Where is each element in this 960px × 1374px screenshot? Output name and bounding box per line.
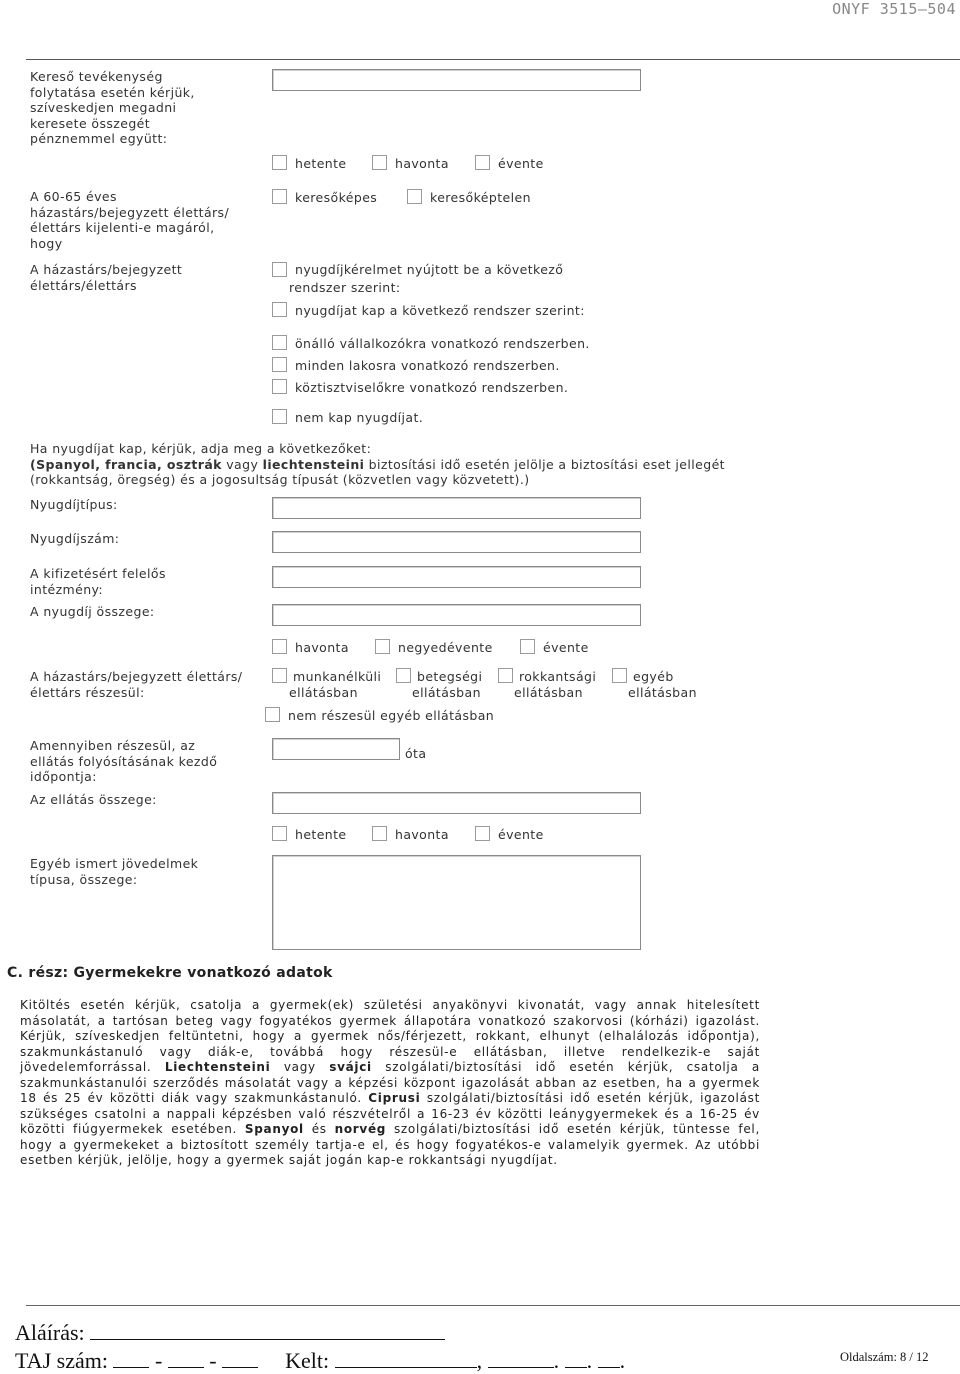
earnings-monthly-checkbox[interactable] <box>372 155 387 170</box>
pension-quarterly-label: negyedévente <box>398 640 493 655</box>
benefit-disability-checkbox[interactable] <box>498 668 513 683</box>
pension-intro-line1: Ha nyugdíjat kap, kérjük, adja meg a következőket: <box>30 441 372 456</box>
taj-label: TAJ szám: <box>15 1348 108 1373</box>
kelt-month[interactable] <box>565 1349 587 1368</box>
system-residents-checkbox[interactable] <box>272 357 287 372</box>
benefit-other-line2: ellátásban <box>628 685 697 700</box>
benefit-unemployment-line1: munkanélküli <box>293 669 382 684</box>
kelt-day[interactable] <box>598 1349 620 1368</box>
pension-number-field[interactable] <box>272 531 641 553</box>
benefit-sickness-line1: betegségi <box>417 669 483 684</box>
other-income-label: Egyéb ismert jövedelmek típusa, összege: <box>30 856 199 887</box>
unable-label: keresőképtelen <box>430 190 531 205</box>
pension-intro-bold1: (Spanyol, francia, osztrák <box>30 456 222 472</box>
earnings-yearly-checkbox[interactable] <box>475 155 490 170</box>
benefits-label: A házastárs/bejegyzett élettárs/élettárs részesül: <box>30 669 243 700</box>
signature-line[interactable] <box>90 1321 445 1340</box>
benefit-amount-field[interactable] <box>272 792 641 814</box>
pension-number-label: Nyugdíjszám: <box>30 531 120 546</box>
benefit-none-checkbox[interactable] <box>265 707 280 722</box>
pension-claim-label-1: nyugdíjkérelmet nyújtott be a következő <box>295 262 564 277</box>
benefit-weekly-checkbox[interactable] <box>272 826 287 841</box>
benefit-yearly-checkbox[interactable] <box>475 826 490 841</box>
signature-row <box>15 1320 445 1346</box>
pension-monthly-checkbox[interactable] <box>272 639 287 654</box>
pension-yearly-label: évente <box>543 640 589 655</box>
other-income-field[interactable] <box>272 855 641 950</box>
pension-quarterly-checkbox[interactable] <box>375 639 390 654</box>
footer-rule <box>26 1305 960 1306</box>
earnings-yearly-label: évente <box>498 156 544 171</box>
pension-type-label: Nyugdíjtípus: <box>30 497 118 512</box>
benefit-since-field[interactable] <box>272 738 400 760</box>
pension-intro-rest: biztosítási idő esetén jelölje a biztosítási eset jellegét <box>364 456 725 472</box>
benefit-monthly-label: havonta <box>395 827 449 842</box>
benefit-unemployment-line2: ellátásban <box>289 685 358 700</box>
form-code: ONYF 3515–504 <box>832 0 956 18</box>
benefit-none-label: nem részesül egyéb ellátásban <box>288 708 495 723</box>
benefit-sickness-line2: ellátásban <box>412 685 481 700</box>
taj-part2[interactable] <box>168 1349 204 1368</box>
earnings-label: Kereső tevékenység folytatása esetén kérjük, szíveskedjen megadni keresete összegét pénznemmel együtt: <box>30 69 195 146</box>
pension-intro-bold2: liechtensteini <box>262 456 365 472</box>
benefit-unemployment-checkbox[interactable] <box>272 668 287 683</box>
section-c-instructions: Kitöltés esetén kérjük, csatolja a gyermek(ek) születési anyakönyvi kivonatát, vagy annak hitelesített másolatát, a tartósan beteg vagy fogyatékos gyermek állapotára vonatkozó szakorvosi (kórházi) igazolást. Kérjük, szíveskedjen feltüntetni, hogy a gyermek nős/férjezett, rokkant, elhunyt (elhalálozás időpontja), szakmunkástanuló vagy diák-e, továbbá hogy részesül-e ellátásban, illetve rendelkezik-e saját jövedelemforrással. Liechtensteini vagy svájci szolgálati/biztosítási idő esetén kérjük, csatolja a szakmunkástanulói szerződés másolatát vagy a képzési központ igazolását abban az esetben, ha a gyermek 18 és 25 év közötti diák vagy szakmunkástanuló. Ciprusi szolgálati/biztosítási idő esetén kérjük, igazolást szükséges csatolni a nappali képzésben való részvételről a 16-23 év közötti leánygyermekek és a 16-25 év közötti fiúgyermekek esetében. Spanyol és norvég szolgálati/biztosítási idő esetén kérjük, tüntesse fel, hogy a gyermekeket a biztosított személy tartja-e el, és hogy fogyatékos-e valamelyik gyermek. Az utóbbi esetben kérjük, jelölje, hogy a gyermek saját jogán kap-e rokkantsági nyugdíjat. <box>20 998 760 1167</box>
pension-receives-label: nyugdíjat kap a következő rendszer szerint: <box>295 303 585 318</box>
system-selfemployed-label: önálló vállalkozókra vonatkozó rendszerben. <box>295 336 590 351</box>
system-civilservants-checkbox[interactable] <box>272 379 287 394</box>
pension-yearly-checkbox[interactable] <box>520 639 535 654</box>
pension-intro-mid: vagy <box>221 456 263 472</box>
kelt-place[interactable] <box>335 1349 477 1368</box>
page-number: Oldalszám: 8 / 12 <box>840 1350 929 1364</box>
taj-kelt-row: TAJ szám: - - Kelt: , . . . <box>15 1348 626 1373</box>
pension-receives-checkbox[interactable] <box>272 302 287 317</box>
earnings-monthly-label: havonta <box>395 156 449 171</box>
no-pension-checkbox[interactable] <box>272 409 287 424</box>
kelt-label: Kelt: <box>285 1348 330 1373</box>
system-civilservants-label: köztisztviselőkre vonatkozó rendszerben. <box>295 380 569 395</box>
pension-intro <box>30 441 790 488</box>
signature-label: Aláírás: <box>15 1320 85 1345</box>
able-label: keresőképes <box>295 190 378 205</box>
kelt-year[interactable] <box>488 1349 554 1368</box>
benefit-amount-label: Az ellátás összege: <box>30 792 157 807</box>
benefit-disability-line1: rokkantsági <box>519 669 597 684</box>
header-rule <box>26 59 960 60</box>
earnings-weekly-label: hetente <box>295 156 347 171</box>
spouse-label: A házastárs/bejegyzett élettárs/élettárs <box>30 262 183 293</box>
benefit-yearly-label: évente <box>498 827 544 842</box>
system-residents-label: minden lakosra vonatkozó rendszerben. <box>295 358 560 373</box>
benefit-sickness-checkbox[interactable] <box>396 668 411 683</box>
pension-claim-label-2: rendszer szerint: <box>289 280 401 295</box>
pension-amount-label: A nyugdíj összege: <box>30 604 155 619</box>
benefit-other-checkbox[interactable] <box>612 668 627 683</box>
pension-amount-field[interactable] <box>272 604 641 626</box>
benefit-disability-line2: ellátásban <box>514 685 583 700</box>
pension-claim-checkbox[interactable] <box>272 262 287 277</box>
benefit-since-label: Amennyiben részesül, az ellátás folyósításának kezdő időpontja: <box>30 738 218 784</box>
benefit-weekly-label: hetente <box>295 827 347 842</box>
pension-type-field[interactable] <box>272 497 641 519</box>
pension-monthly-label: havonta <box>295 640 349 655</box>
benefit-since-suffix: óta <box>405 746 427 761</box>
benefit-monthly-checkbox[interactable] <box>372 826 387 841</box>
pension-intro-line2 <box>30 457 790 473</box>
pension-intro-line3: (rokkantság, öregség) és a jogosultság típusát (közvetlen vagy közvetett).) <box>30 472 530 487</box>
unable-checkbox[interactable] <box>407 189 422 204</box>
system-selfemployed-checkbox[interactable] <box>272 335 287 350</box>
pension-institution-label: A kifizetésért felelős intézmény: <box>30 566 166 597</box>
able-checkbox[interactable] <box>272 189 287 204</box>
benefit-other-line1: egyéb <box>633 669 674 684</box>
ability-label: A 60-65 éves házastárs/bejegyzett élettárs/élettárs kijelenti-e magáról, hogy <box>30 189 230 251</box>
earnings-weekly-checkbox[interactable] <box>272 155 287 170</box>
section-c-title: C. rész: Gyermekekre vonatkozó adatok <box>7 965 333 981</box>
taj-part1[interactable] <box>113 1349 149 1368</box>
pension-institution-field[interactable] <box>272 566 641 588</box>
no-pension-label: nem kap nyugdíjat. <box>295 410 424 425</box>
earnings-field[interactable] <box>272 69 641 91</box>
taj-part3[interactable] <box>222 1349 258 1368</box>
